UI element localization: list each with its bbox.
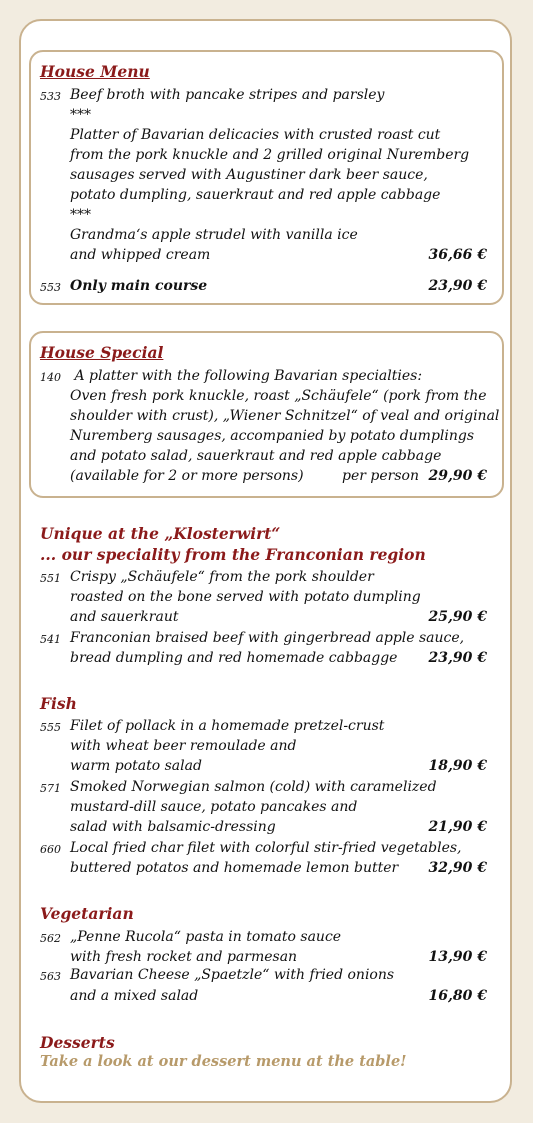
unique-subtitle: ... our speciality from the Franconian region bbox=[40, 545, 426, 564]
house-special-line: A platter with the following Bavarian specialties: bbox=[70, 368, 423, 384]
item-price: 18,90 € bbox=[428, 758, 487, 774]
item-line: salad with balsamic-dressing bbox=[70, 819, 276, 835]
house-special-price: 29,90 € bbox=[428, 468, 487, 484]
main-course-number: 553 bbox=[40, 281, 61, 294]
house-menu-line: *** bbox=[70, 107, 91, 123]
house-special-number: 140 bbox=[40, 371, 61, 384]
item-line: Local fried char filet with colorful stir-fried vegetables, bbox=[70, 840, 462, 856]
item-line: Bavarian Cheese „Spaetzle“ with fried onions bbox=[70, 967, 395, 983]
house-special-line: and potato salad, sauerkraut and red apple cabbage bbox=[70, 448, 442, 464]
vegetarian-title: Vegetarian bbox=[40, 904, 134, 923]
item-line: and a mixed salad bbox=[70, 988, 199, 1004]
item-line: Filet of pollack in a homemade pretzel-crust bbox=[70, 718, 385, 734]
main-course-price: 23,90 € bbox=[428, 278, 487, 294]
per-person-label: per person bbox=[342, 468, 419, 484]
house-menu-line: potato dumpling, sauerkraut and red apple cabbage bbox=[70, 187, 441, 203]
house-special-line: Nuremberg sausages, accompanied by potato dumplings bbox=[70, 428, 475, 444]
item-price: 32,90 € bbox=[428, 860, 487, 876]
item-line: bread dumpling and red homemade cabbagge bbox=[70, 650, 398, 666]
dessert-note: Take a look at our dessert menu at the table! bbox=[40, 1053, 407, 1070]
house-menu-number: 533 bbox=[40, 90, 61, 103]
item-number: 541 bbox=[40, 633, 61, 646]
item-line: Franconian braised beef with gingerbread apple sauce, bbox=[70, 630, 465, 646]
item-line: and sauerkraut bbox=[70, 609, 179, 625]
house-special-title: House Special bbox=[40, 343, 164, 362]
item-line: Crispy „Schäufele“ from the pork shoulder bbox=[70, 569, 374, 585]
item-price: 16,80 € bbox=[428, 988, 487, 1004]
house-menu-title: House Menu bbox=[40, 62, 150, 81]
item-number: 555 bbox=[40, 721, 61, 734]
unique-title: Unique at the „Klosterwirt“ bbox=[40, 524, 281, 543]
house-special-line: shoulder with crust), „Wiener Schnitzel“ of veal and original bbox=[70, 408, 500, 424]
desserts-title: Desserts bbox=[40, 1033, 115, 1052]
house-menu-line: Beef broth with pancake stripes and parsley bbox=[70, 87, 385, 103]
house-menu-price: 36,66 € bbox=[428, 247, 487, 263]
item-price: 21,90 € bbox=[428, 819, 487, 835]
fish-title: Fish bbox=[40, 694, 77, 713]
item-number: 660 bbox=[40, 843, 61, 856]
item-number: 562 bbox=[40, 932, 61, 945]
house-special-line: (available for 2 or more persons) bbox=[70, 468, 304, 484]
item-price: 25,90 € bbox=[428, 609, 487, 625]
item-line: warm potato salad bbox=[70, 758, 202, 774]
item-line: roasted on the bone served with potato dumpling bbox=[70, 589, 421, 605]
house-menu-line: sausages served with Augustiner dark beer sauce, bbox=[70, 167, 428, 183]
item-price: 13,90 € bbox=[428, 949, 487, 965]
item-line: buttered potatos and homemade lemon butter bbox=[70, 860, 399, 876]
item-line: with fresh rocket and parmesan bbox=[70, 949, 298, 965]
main-course-label: Only main course bbox=[70, 278, 208, 294]
house-menu-line: *** bbox=[70, 207, 91, 223]
item-line: „Penne Rucola“ pasta in tomato sauce bbox=[70, 929, 342, 945]
item-number: 563 bbox=[40, 970, 61, 983]
item-number: 551 bbox=[40, 572, 61, 585]
item-number: 571 bbox=[40, 782, 61, 795]
house-special-line: Oven fresh pork knuckle, roast „Schäufele“ (pork from the bbox=[70, 388, 487, 404]
item-price: 23,90 € bbox=[428, 650, 487, 666]
item-line: mustard-dill sauce, potato pancakes and bbox=[70, 799, 358, 815]
item-line: Smoked Norwegian salmon (cold) with caramelized bbox=[70, 779, 437, 795]
house-menu-line: and whipped cream bbox=[70, 247, 211, 263]
house-menu-line: from the pork knuckle and 2 grilled original Nuremberg bbox=[70, 147, 470, 163]
house-menu-line: Platter of Bavarian delicacies with crusted roast cut bbox=[70, 127, 441, 143]
item-line: with wheat beer remoulade and bbox=[70, 738, 297, 754]
house-menu-line: Grandma‘s apple strudel with vanilla ice bbox=[70, 227, 358, 243]
